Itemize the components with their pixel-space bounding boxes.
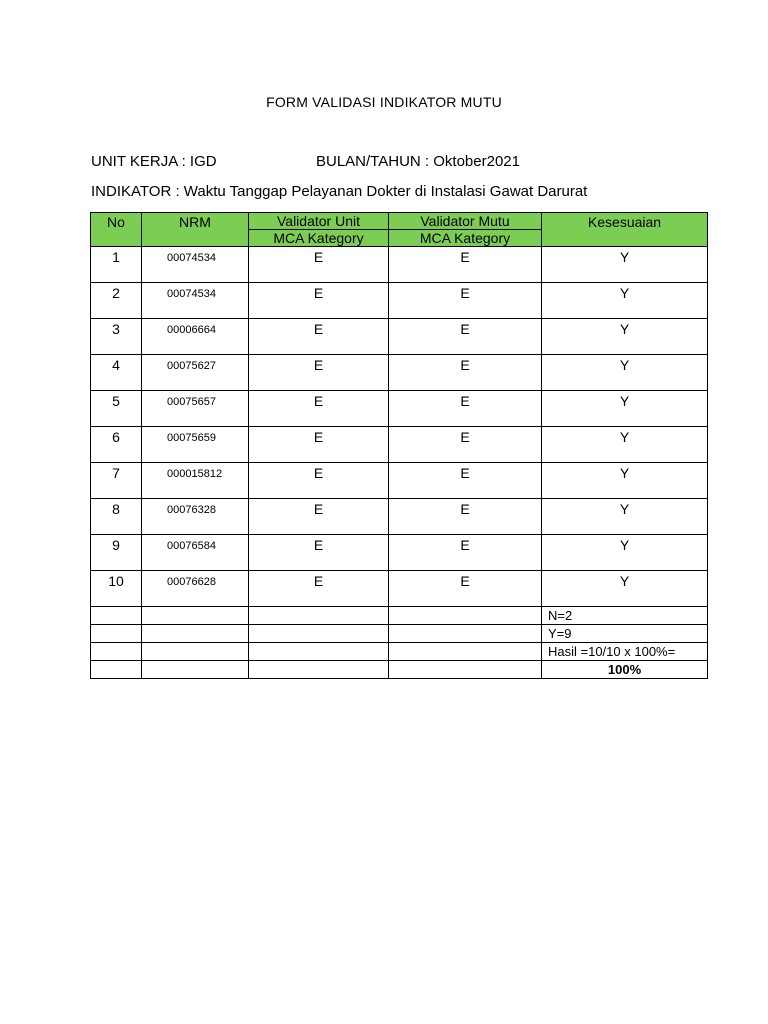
- cell-mutu: E: [389, 427, 542, 463]
- cell-unit: E: [249, 427, 389, 463]
- cell-unit: E: [249, 247, 389, 283]
- cell-unit: E: [249, 355, 389, 391]
- cell-mutu: E: [389, 463, 542, 499]
- cell-no: 1: [91, 247, 142, 283]
- bulan-tahun-label: BULAN/TAHUN : Oktober2021: [316, 153, 520, 170]
- cell-kesesuaian: Y: [542, 283, 708, 319]
- table-row: [91, 283, 708, 319]
- table-row: [91, 499, 708, 535]
- cell-no: 2: [91, 283, 142, 319]
- summary-row: [91, 643, 708, 661]
- cell-mutu: E: [389, 283, 542, 319]
- table-row: [91, 247, 708, 283]
- cell-nrm: 00075659: [142, 427, 249, 463]
- header-nrm: NRM: [142, 213, 249, 247]
- table-row: [91, 355, 708, 391]
- cell-no: 10: [91, 571, 142, 607]
- summary-row: [91, 625, 708, 643]
- summary-row: [91, 661, 708, 679]
- empty-cell: [91, 625, 142, 643]
- header-kesesuaian: Kesesuaian: [542, 213, 708, 247]
- cell-kesesuaian: Y: [542, 463, 708, 499]
- validation-table: [90, 212, 708, 679]
- cell-kesesuaian: Y: [542, 355, 708, 391]
- empty-cell: [389, 607, 542, 625]
- empty-cell: [142, 625, 249, 643]
- cell-no: 4: [91, 355, 142, 391]
- cell-nrm: 00006664: [142, 319, 249, 355]
- empty-cell: [142, 607, 249, 625]
- table-row: [91, 463, 708, 499]
- header-unit-mca-kategory: MCA Kategory: [249, 230, 389, 247]
- summary-y: Y=9: [542, 625, 708, 643]
- cell-no: 6: [91, 427, 142, 463]
- summary-hasil: Hasil =10/10 x 100%=: [542, 643, 708, 661]
- header-mutu-mca-kategory: MCA Kategory: [389, 230, 542, 247]
- form-title: FORM VALIDASI INDIKATOR MUTU: [266, 94, 502, 110]
- unit-kerja-label: UNIT KERJA : IGD: [91, 153, 217, 170]
- header-no: No: [91, 213, 142, 247]
- cell-mutu: E: [389, 391, 542, 427]
- cell-unit: E: [249, 391, 389, 427]
- cell-nrm: 00076584: [142, 535, 249, 571]
- cell-kesesuaian: Y: [542, 571, 708, 607]
- table-row: [91, 427, 708, 463]
- cell-kesesuaian: Y: [542, 427, 708, 463]
- summary-total: 100%: [542, 661, 708, 679]
- cell-nrm: 00076328: [142, 499, 249, 535]
- header-validator-mutu: Validator Mutu: [389, 213, 542, 230]
- summary-row: [91, 607, 708, 625]
- empty-cell: [389, 661, 542, 679]
- empty-cell: [389, 643, 542, 661]
- empty-cell: [142, 661, 249, 679]
- cell-kesesuaian: Y: [542, 391, 708, 427]
- cell-mutu: E: [389, 499, 542, 535]
- cell-mutu: E: [389, 571, 542, 607]
- empty-cell: [249, 661, 389, 679]
- empty-cell: [142, 643, 249, 661]
- empty-cell: [91, 643, 142, 661]
- cell-no: 7: [91, 463, 142, 499]
- cell-unit: E: [249, 571, 389, 607]
- cell-no: 5: [91, 391, 142, 427]
- table-row: [91, 319, 708, 355]
- empty-cell: [249, 643, 389, 661]
- cell-mutu: E: [389, 355, 542, 391]
- empty-cell: [91, 661, 142, 679]
- table-row: [91, 391, 708, 427]
- table-row: [91, 535, 708, 571]
- empty-cell: [91, 607, 142, 625]
- header-validator-unit: Validator Unit: [249, 213, 389, 230]
- cell-mutu: E: [389, 247, 542, 283]
- table-row: [91, 571, 708, 607]
- cell-nrm: 00074534: [142, 247, 249, 283]
- cell-kesesuaian: Y: [542, 535, 708, 571]
- cell-unit: E: [249, 319, 389, 355]
- cell-unit: E: [249, 463, 389, 499]
- indikator-label: INDIKATOR : Waktu Tanggap Pelayanan Dokter di Instalasi Gawat Darurat: [91, 183, 588, 200]
- cell-nrm: 00075627: [142, 355, 249, 391]
- cell-kesesuaian: Y: [542, 499, 708, 535]
- empty-cell: [249, 625, 389, 643]
- cell-nrm: 00074534: [142, 283, 249, 319]
- cell-mutu: E: [389, 319, 542, 355]
- cell-no: 9: [91, 535, 142, 571]
- cell-no: 3: [91, 319, 142, 355]
- cell-kesesuaian: Y: [542, 247, 708, 283]
- cell-mutu: E: [389, 535, 542, 571]
- cell-nrm: 00075657: [142, 391, 249, 427]
- empty-cell: [249, 607, 389, 625]
- cell-no: 8: [91, 499, 142, 535]
- cell-unit: E: [249, 499, 389, 535]
- cell-nrm: 00076628: [142, 571, 249, 607]
- empty-cell: [389, 625, 542, 643]
- summary-n: N=2: [542, 607, 708, 625]
- cell-unit: E: [249, 535, 389, 571]
- cell-unit: E: [249, 283, 389, 319]
- cell-kesesuaian: Y: [542, 319, 708, 355]
- cell-nrm: 000015812: [142, 463, 249, 499]
